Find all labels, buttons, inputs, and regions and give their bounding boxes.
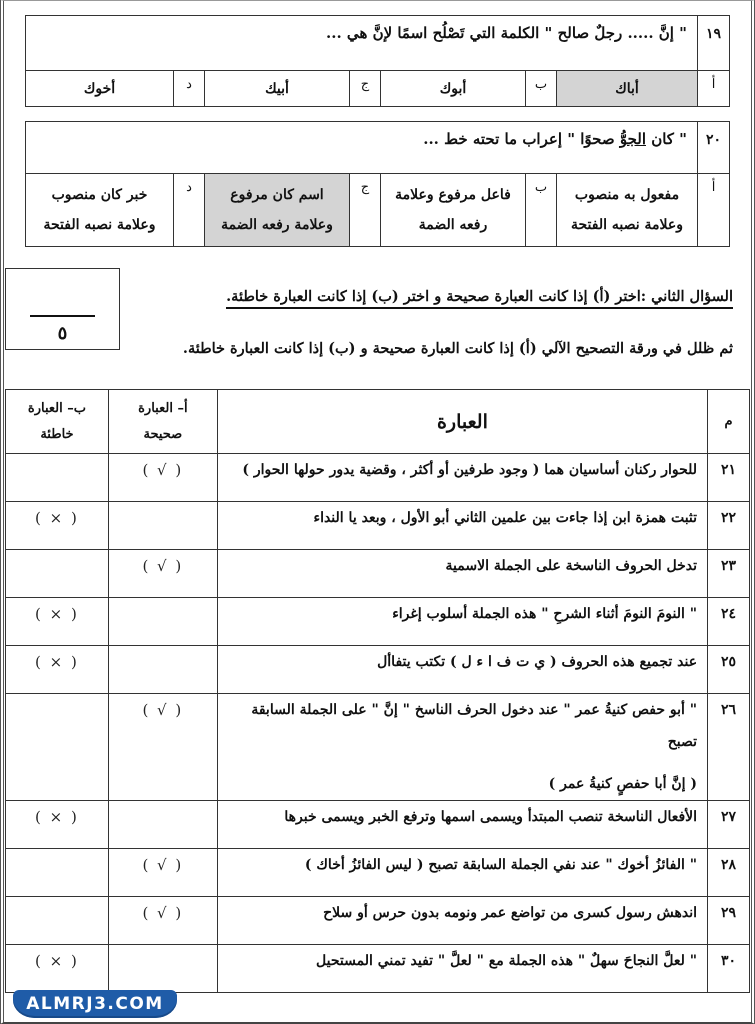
table-row	[6, 849, 750, 897]
option-c-selected[interactable]	[205, 174, 350, 247]
true-answer-cell[interactable]	[108, 945, 217, 993]
row-number: ٢١	[708, 454, 750, 502]
mcq-question-20	[25, 121, 730, 247]
question-prefix: " كان	[646, 130, 687, 148]
true-false-table	[5, 389, 750, 993]
false-answer-cell[interactable]: ( × )	[6, 646, 109, 694]
row-number: ٢٦	[708, 694, 750, 801]
true-answer-cell[interactable]	[108, 646, 217, 694]
false-answer-cell[interactable]: ( × )	[6, 502, 109, 550]
false-answer-cell[interactable]	[6, 897, 109, 945]
mcq-question-19	[25, 15, 730, 107]
question-underlined-word: الجوُّ	[619, 130, 646, 148]
option-a-line2: وعلامة نصبه الفتحة	[571, 217, 683, 233]
table-row	[6, 801, 750, 849]
row-number: ٢٢	[708, 502, 750, 550]
true-answer-cell[interactable]: ( √ )	[108, 454, 217, 502]
row-statement: " الفائزُ أخوك " عند نفي الجملة السابقة تصبح ( ليس الفائزُ أخاك )	[217, 849, 707, 897]
header-true-line2: صحيحة	[143, 426, 183, 442]
true-answer-cell[interactable]: ( √ )	[108, 550, 217, 598]
true-answer-cell[interactable]	[108, 801, 217, 849]
option-b[interactable]	[381, 174, 526, 247]
option-letter-a: أ	[698, 174, 730, 247]
row-number: ٢٧	[708, 801, 750, 849]
false-answer-cell[interactable]: ( × )	[6, 598, 109, 646]
table-row	[6, 646, 750, 694]
score-box	[5, 268, 120, 350]
option-b-line2: رفعه الضمة	[418, 217, 488, 233]
false-answer-cell[interactable]: ( × )	[6, 801, 109, 849]
table-row	[6, 897, 750, 945]
false-answer-cell[interactable]	[6, 849, 109, 897]
row-statement: " لعلَّ النجاحَ سهلٌ " هذه الجملة مع " لعلَّ " تفيد تمني المستحيل	[217, 945, 707, 993]
false-answer-cell[interactable]	[6, 550, 109, 598]
row-statement: للحوار ركنان أساسيان هما ( وجود طرفين أو أكثر ، وقضية يدور حولها الحوار )	[217, 454, 707, 502]
option-letter-c: ج	[350, 174, 381, 247]
true-answer-cell[interactable]	[108, 598, 217, 646]
option-b[interactable]: أبوك	[381, 71, 526, 107]
score-value: ٥	[57, 323, 68, 344]
row-number: ٢٥	[708, 646, 750, 694]
option-letter-d: د	[174, 174, 205, 247]
false-answer-cell[interactable]	[6, 694, 109, 801]
option-a[interactable]	[557, 174, 698, 247]
question-number: ١٩	[698, 16, 730, 71]
table-row	[6, 550, 750, 598]
option-letter-c: ج	[350, 71, 381, 107]
row-statement-line1: " أبو حفص كنيةُ عمر " عند دخول الحرف الناسخ " إنَّ " على الجملة السابقة تصبح	[251, 702, 698, 750]
false-answer-cell[interactable]	[6, 454, 109, 502]
true-answer-cell[interactable]: ( √ )	[108, 897, 217, 945]
option-a-selected[interactable]: أباك	[557, 71, 698, 107]
question-text: " إنَّ ..... رجلٌ صالح " الكلمة التي تَصْلُح اسمًا لإنَّ هي ...	[26, 16, 698, 71]
row-number: ٣٠	[708, 945, 750, 993]
header-statement: العبارة	[217, 390, 707, 454]
row-statement	[217, 694, 707, 801]
option-letter-b: ب	[526, 71, 557, 107]
option-letter-a: أ	[698, 71, 730, 107]
option-letter-d: د	[174, 71, 205, 107]
option-b-line1: فاعل مرفوع وعلامة	[395, 187, 511, 203]
option-a-line1: مفعول به منصوب	[574, 187, 680, 203]
option-d-line2: وعلامة نصبه الفتحة	[43, 217, 156, 233]
table-row	[6, 945, 750, 993]
row-number: ٢٣	[708, 550, 750, 598]
question-suffix: صحوًا " إعراب ما تحته خط ...	[423, 130, 620, 148]
header-number: م	[708, 390, 750, 454]
table-row	[6, 598, 750, 646]
header-true	[108, 390, 217, 454]
question-number: ٢٠	[698, 122, 730, 174]
true-answer-cell[interactable]: ( √ )	[108, 694, 217, 801]
row-statement: عند تجميع هذه الحروف ( ي ت ف ا ء ل ) تكتب يتفاأل	[217, 646, 707, 694]
row-number: ٢٤	[708, 598, 750, 646]
question-text	[26, 122, 698, 174]
row-statement: " النومَ النومَ أثناء الشرحِ " هذه الجملة أسلوب إغراء	[217, 598, 707, 646]
row-statement: تثبت همزة ابن إذا جاءت بين علمين الثاني أبو الأول ، وبعد يا النداء	[217, 502, 707, 550]
row-statement-line2: ( إنَّ أبا حفصٍ كنيةُ عمر )	[548, 776, 698, 792]
header-false	[6, 390, 109, 454]
option-c[interactable]: أبيك	[205, 71, 350, 107]
option-d-line1: خبر كان منصوب	[51, 187, 148, 203]
option-d[interactable]	[26, 174, 174, 247]
table-header-row	[6, 390, 750, 454]
section-instruction-shading: ثم ظلل في ورقة التصحيح الآلي (أ) إذا كانت العبارة صحيحة و (ب) إذا كانت العبارة خاطئة.	[182, 340, 733, 357]
table-row	[6, 454, 750, 502]
false-answer-cell[interactable]: ( × )	[6, 945, 109, 993]
row-number: ٢٨	[708, 849, 750, 897]
site-logo-watermark: ALMRJ3.COM	[13, 990, 177, 1018]
row-statement: الأفعال الناسخة تنصب المبتدأ ويسمى اسمها وترفع الخبر ويسمى خبرها	[217, 801, 707, 849]
row-number: ٢٩	[708, 897, 750, 945]
header-false-line1: ب– العبارة	[27, 400, 86, 416]
header-false-line2: خاطئة	[40, 426, 74, 442]
option-letter-b: ب	[526, 174, 557, 247]
table-row	[6, 502, 750, 550]
section-instruction-heading: السؤال الثاني :اختر (أ) إذا كانت العبارة صحيحة و اختر (ب) إذا كانت العبارة خاطئة.	[226, 288, 733, 309]
option-c-line1: اسم كان مرفوع	[230, 187, 324, 203]
option-c-line2: وعلامة رفعه الضمة	[221, 217, 333, 233]
header-true-line1: أ– العبارة	[138, 400, 188, 416]
row-statement: اندهش رسول كسرى من تواضع عمر ونومه بدون حرس أو سلاح	[217, 897, 707, 945]
true-answer-cell[interactable]	[108, 502, 217, 550]
true-answer-cell[interactable]: ( √ )	[108, 849, 217, 897]
option-d[interactable]: أخوك	[26, 71, 174, 107]
score-blank-line	[30, 315, 95, 317]
table-row	[6, 694, 750, 801]
row-statement: تدخل الحروف الناسخة على الجملة الاسمية	[217, 550, 707, 598]
